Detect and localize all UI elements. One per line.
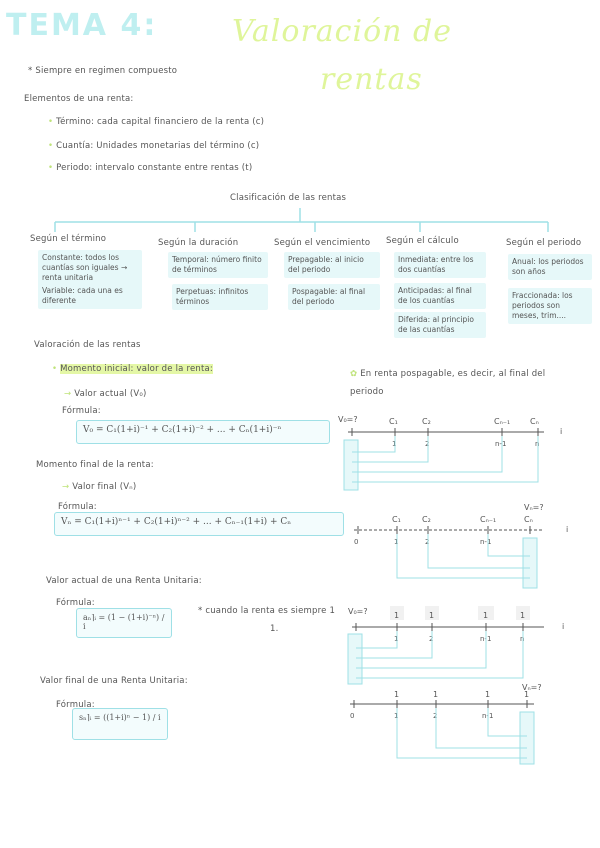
formula-label-2: Fórmula:: [58, 502, 97, 512]
timeline-3: [348, 606, 564, 684]
actual-unit-heading: Valor actual de una Renta Unitaria:: [46, 576, 202, 586]
t2-rate: i: [566, 525, 569, 534]
group-termino-item-2: Variable: cada una es diferente: [38, 283, 142, 309]
t2-top-2: C₂: [422, 515, 431, 524]
formula-vn: Vₙ = C₁(1+i)ⁿ⁻¹ + C₂(1+i)ⁿ⁻² + ... + Cₙ₋₁(1+i) + Cₙ: [54, 512, 344, 536]
elements-heading: Elementos de una renta:: [24, 94, 134, 104]
t3-bottom-4: n: [520, 635, 525, 643]
t3-rate: i: [562, 622, 565, 631]
t1-top-4: Cₙ: [530, 417, 539, 426]
t4-top-4: 1: [524, 690, 530, 699]
t2-bottom-3: n-1: [480, 538, 492, 546]
t4-top-3: 1: [485, 690, 491, 699]
group-periodo-item-2: Fraccionada: los periodos son meses, trim....: [508, 288, 592, 324]
t4-bottom-0: 0: [350, 712, 355, 720]
regimen-note: * Siempre en regimen compuesto: [28, 66, 178, 76]
final-unit-heading: Valor final de una Renta Unitaria:: [40, 676, 188, 686]
t3-bottom-2: 2: [429, 635, 434, 643]
group-duracion-title: Según la duración: [158, 238, 239, 248]
group-termino-item-1: Constante: todos los cuantías son iguales → renta unitaria: [38, 250, 142, 286]
t3-bottom-3: n-1: [480, 635, 492, 643]
t3-top-4: 1: [520, 611, 526, 620]
t2-bottom-2: 2: [425, 538, 430, 546]
t2-bottom-0: 0: [354, 538, 359, 546]
t1-v-label: V₀=?: [338, 415, 358, 424]
formula-v0: V₀ = C₁(1+i)⁻¹ + C₂(1+i)⁻² + ... + Cₙ(1+i)⁻ⁿ: [76, 420, 330, 444]
periodo-def: • Periodo: intervalo constante entre rentas (t): [48, 163, 253, 173]
unit-note: * cuando la renta es siempre 1: [198, 606, 336, 616]
t1-top-3: Cₙ₋₁: [494, 417, 511, 426]
group-termino-title: Según el término: [30, 234, 107, 244]
final-value-label: → Valor final (Vₙ): [62, 482, 137, 492]
title-tema: TEMA 4:: [6, 8, 158, 43]
initial-moment: • Momento inicial: valor de la renta:: [52, 364, 213, 374]
t3-v-label: V₀=?: [348, 607, 368, 616]
t2-top-4: Cₙ: [524, 515, 533, 524]
timeline-1: [338, 415, 562, 490]
group-duracion-item-1: Temporal: número finito de términos: [168, 252, 268, 278]
t2-top-3: Cₙ₋₁: [480, 515, 497, 524]
t1-top-2: C₂: [422, 417, 431, 426]
title-rentas: rentas: [320, 62, 423, 97]
group-periodo-title: Según el periodo: [506, 238, 582, 248]
timeline-4: [350, 683, 542, 764]
group-vencimiento-title: Según el vencimiento: [274, 238, 371, 248]
group-periodo-item-1: Anual: los periodos son años: [508, 254, 592, 280]
formula-sn: sₙ⌉ᵢ = ((1+i)ⁿ − 1) / i: [72, 708, 168, 740]
group-vencimiento-item-1: Prepagable: al inicio del periodo: [284, 252, 380, 278]
unit-note-value: 1.: [270, 624, 279, 634]
t4-v-label: Vₙ=?: [522, 683, 542, 692]
t1-top-1: C₁: [389, 417, 398, 426]
title-valoracion: Valoración de: [232, 14, 452, 49]
t1-bottom-2: 2: [425, 440, 430, 448]
group-calculo-title: Según el cálculo: [386, 236, 459, 246]
formula-label-4: Fórmula:: [56, 700, 95, 710]
t1-bottom-3: n-1: [495, 440, 507, 448]
t3-top-3: 1: [483, 611, 489, 620]
group-calculo-item-2: Anticipadas: al final de los cuantías: [394, 283, 486, 309]
t2-v-label: Vₙ=?: [524, 503, 544, 512]
formula-label-1: Fórmula:: [62, 406, 101, 416]
t2-bottom-1: 1: [394, 538, 399, 546]
group-calculo-item-1: Inmediata: entre los dos cuantías: [394, 252, 486, 278]
t4-bottom-3: n-1: [482, 712, 494, 720]
formula-label-3: Fórmula:: [56, 598, 95, 608]
t4-bottom-2: 2: [433, 712, 438, 720]
timeline-2: [354, 503, 568, 588]
group-vencimiento-item-2: Pospagable: al final del periodo: [288, 284, 380, 310]
t1-rate: i: [560, 427, 563, 436]
group-duracion-item-2: Perpetuas: infinitos términos: [172, 284, 268, 310]
termino-def: • Término: cada capital financiero de la renta (c): [48, 117, 265, 127]
t1-bottom-1: 1: [392, 440, 397, 448]
t4-top-2: 1: [433, 690, 439, 699]
valuation-heading: Valoración de las rentas: [34, 340, 141, 350]
group-calculo-item-3: Diferida: al principio de las cuantías: [394, 312, 486, 338]
classification-heading: Clasificación de las rentas: [230, 193, 347, 203]
cuantia-def: • Cuantía: Unidades monetarias del término (c): [48, 141, 260, 151]
actual-value-label: → Valor actual (V₀): [64, 389, 147, 399]
t3-top-2: 1: [429, 611, 435, 620]
t2-top-1: C₁: [392, 515, 401, 524]
t4-bottom-1: 1: [394, 712, 399, 720]
pospagable-note: ✿ En renta pospagable, es decir, al final del periodo: [350, 369, 546, 397]
formula-an: aₙ⌉ᵢ = (1 − (1+i)⁻ⁿ) / i: [76, 608, 172, 638]
final-moment: Momento final de la renta:: [36, 460, 154, 470]
t3-top-1: 1: [394, 611, 400, 620]
t4-top-1: 1: [394, 690, 400, 699]
t1-bottom-4: n: [535, 440, 540, 448]
t3-bottom-1: 1: [394, 635, 399, 643]
